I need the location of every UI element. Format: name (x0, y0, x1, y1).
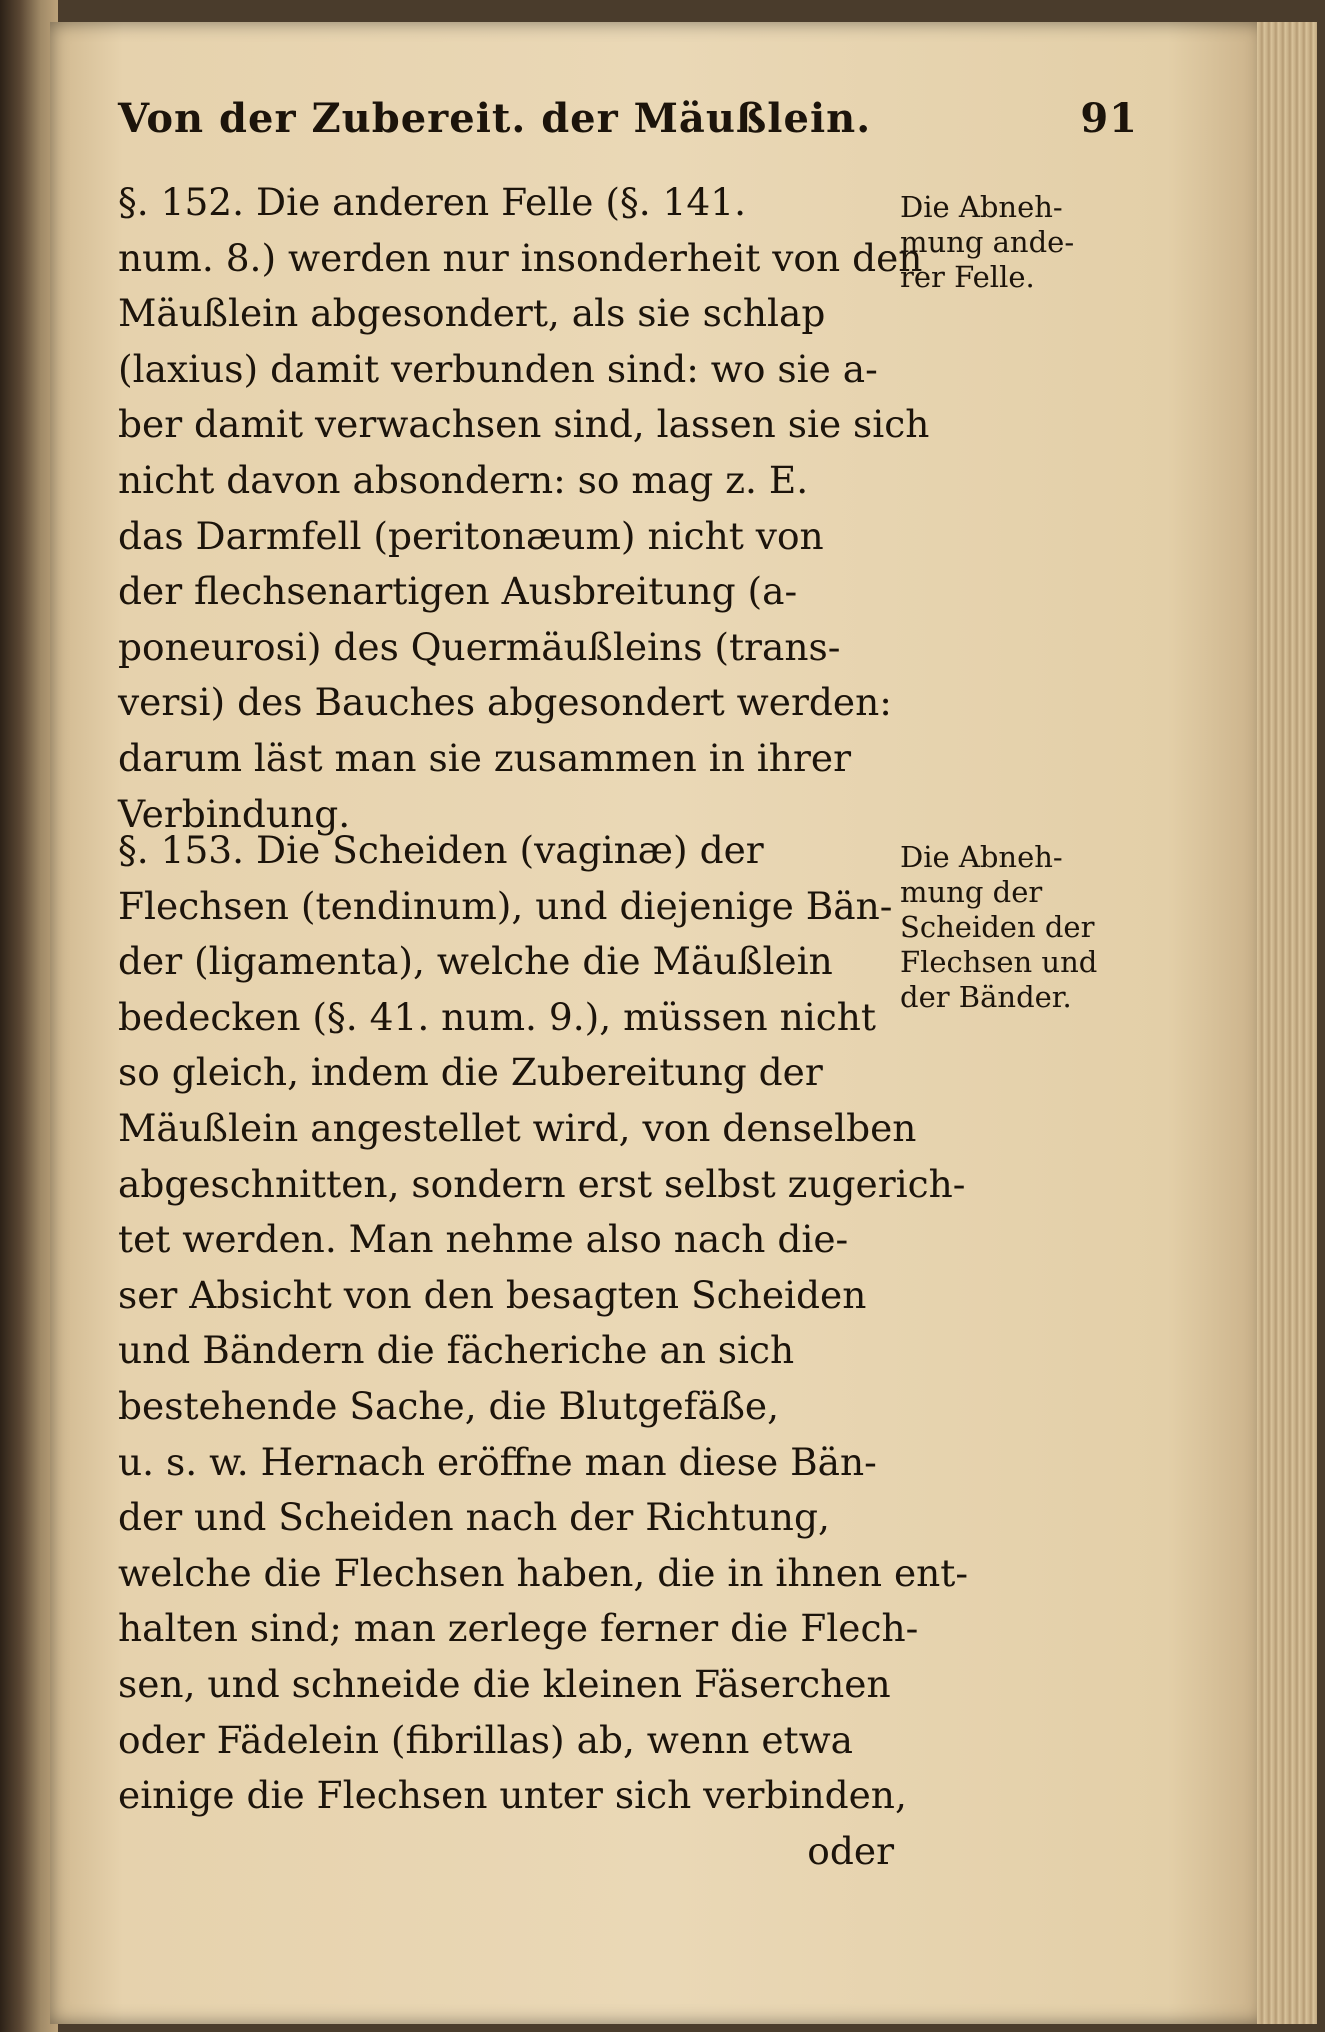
text-line: bedecken (§. 41. num. 9.), müssen nicht (118, 994, 876, 1039)
text-line: nicht davon absondern: so mag z. E. (118, 457, 809, 502)
margin-note-felle (900, 190, 1130, 295)
text-line: u. s. w. Hernach eröffne man diese Bän- (118, 1439, 877, 1484)
text-line: tet werden. Man nehme also nach die- (118, 1217, 849, 1262)
text-line: abgeschnitten, sondern erst selbst zugerich- (118, 1161, 966, 1206)
text-line: Mäußlein abgesondert, als sie schlap (118, 291, 826, 336)
margin-note-line: Flechsen und (900, 945, 1098, 979)
text-line: Verbindung. (118, 791, 351, 836)
text-line: halten sind; man zerlege ferner die Flech- (118, 1606, 919, 1651)
margin-note-line: mung der (900, 875, 1043, 909)
paragraph-152 (118, 175, 930, 842)
margin-note-scheiden (900, 840, 1130, 1015)
margin-note-line: der Bänder. (900, 980, 1072, 1014)
paragraph-153 (118, 823, 969, 1879)
text-line: welche die Flechsen haben, die in ihnen ent- (118, 1550, 969, 1595)
text-line: §. 153. Die Scheiden (vaginæ) der (118, 828, 764, 872)
margin-note-line: Die Abneh- (900, 190, 1063, 224)
text-line: der flechsenartigen Ausbreitung (a- (118, 569, 798, 614)
text-line: sen, und schneide die kleinen Fäserchen (118, 1661, 891, 1706)
text-line: ser Absicht von den besagten Scheiden (118, 1272, 867, 1317)
text-line: oder Fädelein (fibrillas) ab, wenn etwa (118, 1717, 854, 1762)
margin-note-line: rer Felle. (900, 260, 1035, 294)
text-line: §. 152. Die anderen Felle (§. 141. (118, 180, 747, 224)
text-line: Flechsen (tendinum), und diejenige Bän- (118, 883, 893, 928)
text-line: (laxius) damit verbunden sind: wo sie a- (118, 346, 878, 391)
running-title: Von der Zubereit. der Mäußlein. (118, 95, 872, 142)
page-number: 91 (1080, 95, 1138, 142)
text-line: darum läst man sie zusammen in ihrer (118, 735, 851, 780)
margin-note-line: Scheiden der (900, 910, 1095, 944)
text-line: so gleich, indem die Zubereitung der (118, 1050, 823, 1095)
text-line: num. 8.) werden nur insonderheit von den (118, 235, 923, 280)
margin-note-line: mung ande- (900, 225, 1075, 259)
text-line: der und Scheiden nach der Richtung, (118, 1495, 830, 1540)
page-header (118, 95, 1138, 142)
text-line: der (ligamenta), welche die Mäußlein (118, 939, 833, 984)
text-line: ber damit verwachsen sind, lassen sie sich (118, 402, 930, 447)
text-line: poneurosi) des Quermäußleins (trans- (118, 624, 841, 669)
margin-note-line: Die Abneh- (900, 840, 1063, 874)
text-line: einige die Flechsen unter sich verbinden, (118, 1773, 907, 1818)
text-line: versi) des Bauches abgesondert werden: (118, 680, 892, 725)
text-line: Mäußlein angestellet wird, von denselben (118, 1105, 917, 1150)
text-line: und Bändern die fächeriche an sich (118, 1328, 795, 1373)
page-stack-edge (1257, 22, 1317, 2024)
text-line: das Darmfell (peritonæum) nicht von (118, 513, 824, 558)
text-line: bestehende Sache, die Blutgefäße, (118, 1383, 780, 1428)
catchword: oder (807, 1828, 894, 1873)
